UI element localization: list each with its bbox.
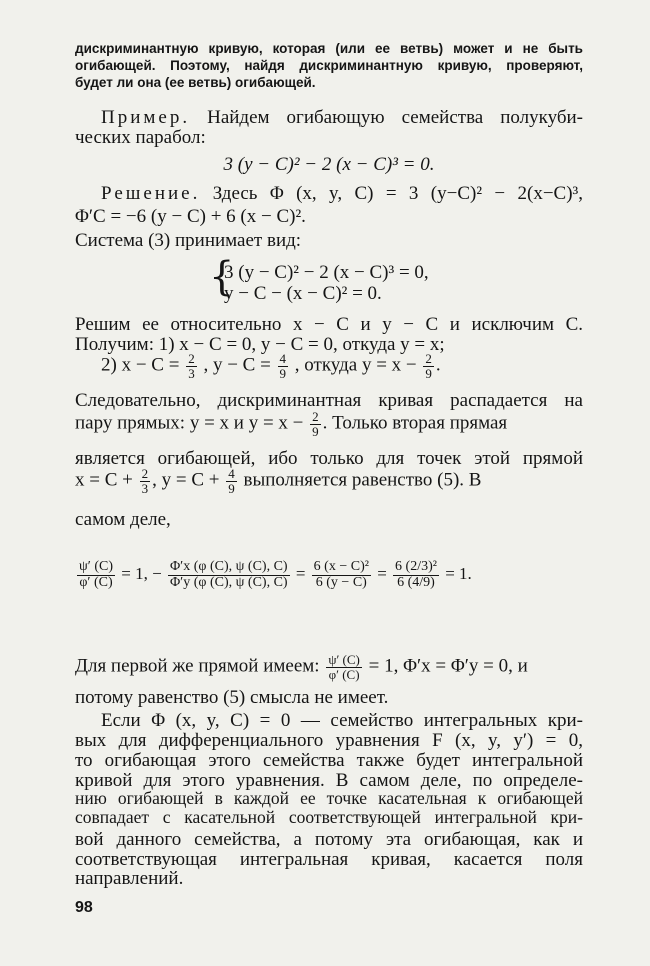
final-line-1: Если Φ (x, y, C) = 0 — семейство интегральных кри- [101, 710, 583, 731]
system-line-1: 3 (y − C)² − 2 (x − C)³ = 0, [224, 262, 429, 283]
example-label: Пример. [101, 107, 191, 128]
big-equation: $\frac{\psi' (C)}{\varphi' (C)}$ = 1, − $\frac{\Phi'x (\varphi (C), \psi (C), C)}{\Phi'y (\varphi (C), \psi (C), C)}$ = $\frac{\text{6 (x − C)²}}{6 (y - C)}$ = $\frac{\text{6 (2/3)²}}{6 (4/9)}$ = 1. [79, 559, 472, 590]
solution-text-7: пару прямых: y = x и y = x − $\frac{2}{9}$ . Только вторая прямая [75, 409, 508, 439]
solution-text-10: самом деле, [75, 509, 171, 530]
system-line-2: y − C − (x − C)² = 0. [224, 283, 382, 304]
final-line-2: вых для дифференциального уравнения F (x, y, y′) = 0, [75, 730, 583, 751]
after-line-2: потому равенство (5) смысла не имеет. [75, 687, 389, 708]
final-line-3: то огибающая этого семейства также будет интегральной [75, 750, 583, 771]
frac-phi-derivs: $\frac{\Phi'x (\varphi (C), \psi (C), C)}{\Phi'y (\varphi (C), \psi (C), C)}$ [169, 559, 288, 590]
page-number: 98 [75, 899, 93, 916]
solution-text-9: x = C + $\frac{2}{3}$ , y = C + $\frac{4}{9}$ выполняется равенство (5). В [75, 466, 482, 496]
example-line-1 [75, 108, 583, 127]
frac-numbers: $\frac{\text{6 (2/3)²}}{6 (4/9)}$ [395, 559, 437, 590]
solution-line-1 [75, 184, 583, 203]
frac-six: $\frac{\text{6 (x − C)²}}{6 (y - C)}$ [313, 559, 369, 590]
after-line-1: Для первой же прямой имеем: $\frac{\psi' (C)}{\varphi' (C)}$ = 1, Φ′x = Φ′y = 0, и [75, 652, 528, 682]
solution-case-2: 2) x − C = $\frac{2}{3}$ , y − C = $\frac{4}{9}$ , откуда y = x − $\frac{2}{9}$ . [101, 351, 441, 381]
solution-text-8: является огибающей, ибо только для точек этой прямой [75, 448, 583, 469]
final-line-5: нию огибающей в каждой ее точке касательная к огибающей [75, 788, 583, 808]
solution-label: Решение. [101, 183, 201, 204]
final-line-4: кривой для этого уравнения. В самом деле, по определе- [75, 770, 583, 791]
solution-text-4: Решим ее относительно x − C и y − C и исключим C. [75, 314, 583, 335]
solution-text-2: Φ′C = −6 (y − C) + 6 (x − C)². [75, 206, 306, 227]
top-paragraph-line-2: огибающей. Поэтому, найдя дискриминантную кривую, проверяют, [75, 58, 583, 73]
frac-psi-phi: $\frac{\psi' (C)}{\varphi' (C)}$ [79, 559, 113, 590]
top-paragraph-line-1: дискриминантную кривую, которая (или ее ветвь) может и не быть [75, 41, 583, 56]
final-line-7: вой данного семейства, а потому эта огибающая, как и [75, 829, 583, 850]
solution-text-5: Получим: 1) x − C = 0, y − C = 0, откуда y = x; [75, 334, 445, 355]
final-line-8: соответствующая интегральная кривая, касается поля [75, 849, 583, 870]
example-text-2: ческих парабол: [75, 127, 206, 148]
top-paragraph-line-3: будет ли она (ее ветвь) огибающей. [75, 75, 316, 90]
solution-text-1: Здесь Φ (x, y, C) = 3 (y−C)² − 2(x−C)³, [212, 183, 584, 204]
final-line-9: направлений. [75, 868, 184, 889]
solution-text-6: Следовательно, дискриминантная кривая распадается на [75, 390, 583, 411]
system-brace: { [209, 254, 235, 300]
final-line-6: совпадает с касательной соответствующей интегральной кри- [75, 807, 583, 827]
example-equation: 3 (y − C)² − 2 (x − C)³ = 0. [223, 154, 435, 175]
example-text-1: Найдем огибающую семейства полукуби- [207, 107, 583, 128]
solution-text-3: Система (3) принимает вид: [75, 230, 302, 251]
